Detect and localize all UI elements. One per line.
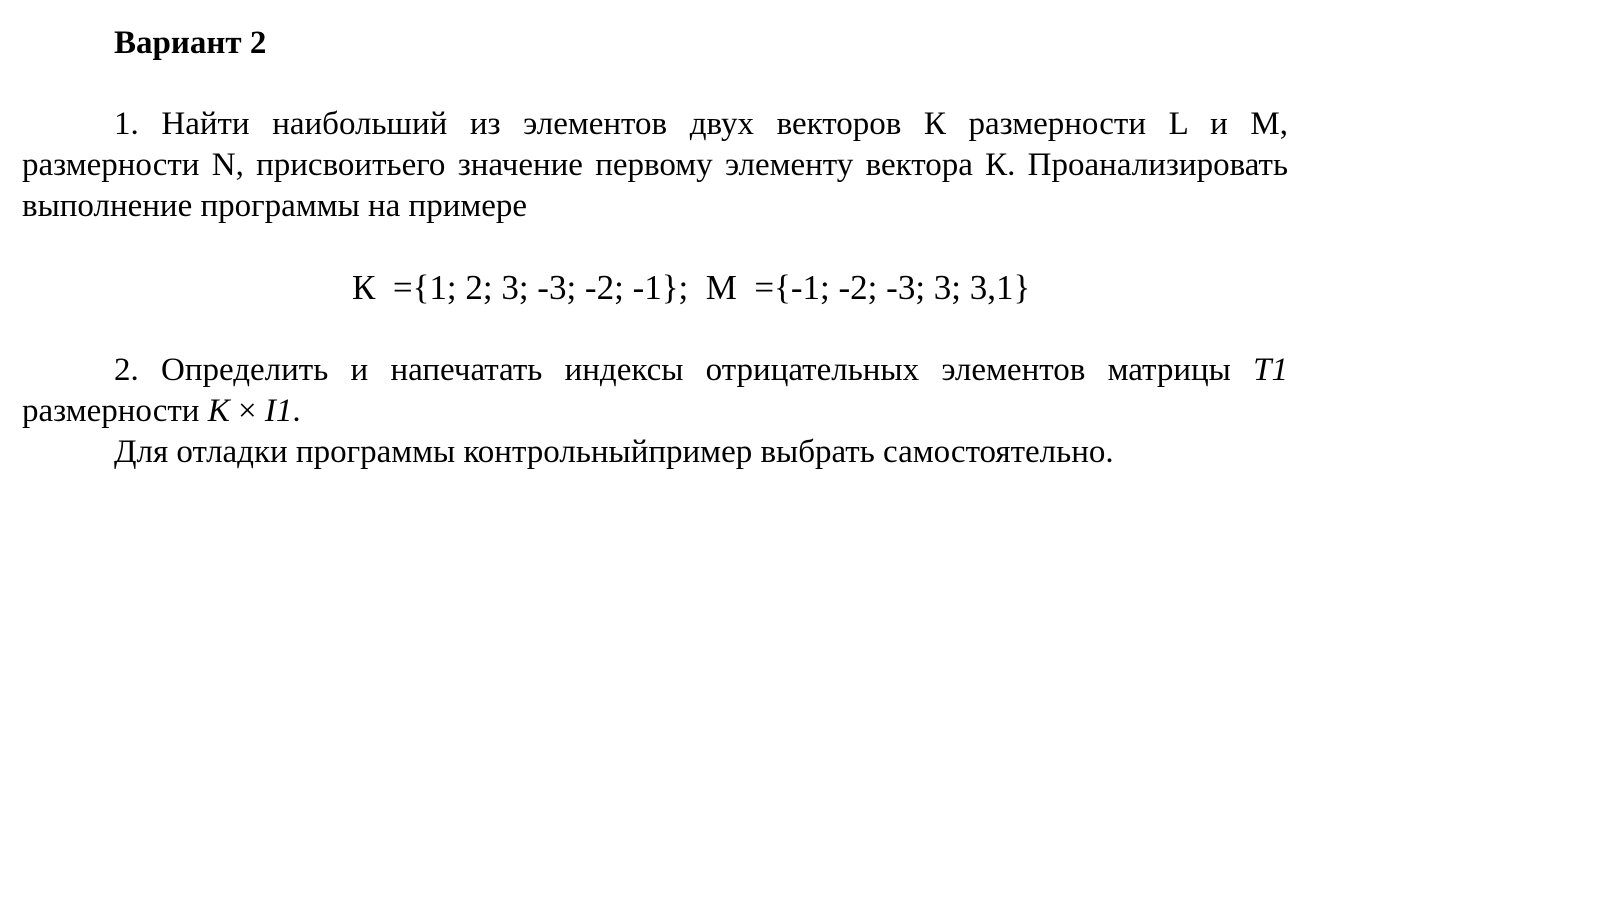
task-2-text — [22, 350, 1288, 432]
document-page — [22, 0, 1322, 900]
task-1-text: 1. Найти наибольший из элементов двух векторов К размерности L и M, размерности N, присвоитьего значение первому элементу вектора К. Проанализировать выполнение программы на примере — [22, 106, 1288, 224]
task-1-formula: К ={1; 2; 3; -3; -2; -1}; М ={-1; -2; -3; 3; 3,1} — [352, 268, 1031, 307]
times-sign: × — [229, 393, 265, 429]
dimension-i: I1 — [264, 393, 293, 429]
variant-title: Вариант 2 — [114, 25, 267, 61]
task-2-text-middle: размерности — [22, 393, 208, 429]
task-2-text-end: . — [292, 393, 301, 429]
debug-note: Для отладки программы контрольныйпример выбрать самостоятельно. — [114, 434, 1114, 470]
matrix-name: T1 — [1253, 352, 1288, 388]
dimension-k: K — [207, 393, 230, 429]
task-2-text-before: 2. Определить и напечатать индексы отрицательных элементов матрицы — [114, 352, 1254, 388]
